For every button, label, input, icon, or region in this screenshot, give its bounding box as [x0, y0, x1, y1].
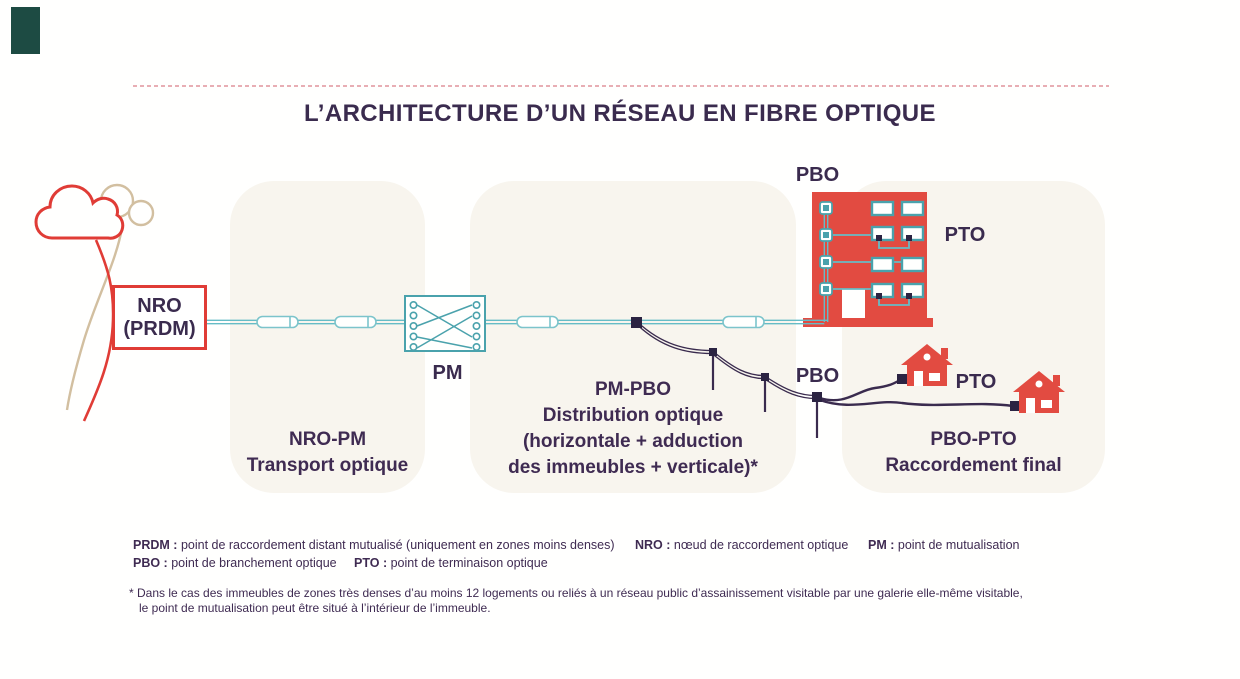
legend-prdm-def: point de raccordement distant mutualisé (uniquement en zones moins denses)	[180, 538, 615, 552]
legend-prdm	[133, 538, 615, 552]
zone-distribution-line3: des immeubles + verticale)*	[508, 457, 758, 478]
house-icon-2	[1013, 371, 1065, 413]
pm-splitter-icon	[405, 296, 485, 351]
pto-houses-label: PTO	[955, 371, 997, 393]
zone-distribution-line1: Distribution optique	[542, 405, 724, 426]
pbo-building-label: PBO	[795, 164, 840, 186]
zone-transport-code: NRO-PM	[288, 429, 367, 450]
zone-raccordement-code: PBO-PTO	[930, 429, 1017, 450]
nro-box-line2: (PRDM)	[123, 317, 196, 340]
footnote-line2: le point de mutualisation peut être situé à l’intérieur de l’immeuble.	[139, 601, 491, 615]
legend-pto-term: PTO :	[354, 556, 388, 570]
legend-pm	[868, 538, 1019, 552]
legend-pm-term: PM :	[868, 538, 895, 552]
pm-label: PM	[432, 362, 463, 384]
legend-nro-def: nœud de raccordement optique	[673, 538, 849, 552]
zone-distribution-caption	[470, 377, 796, 481]
legend-nro	[635, 538, 848, 552]
legend-pto	[354, 556, 548, 570]
zone-transport-line: Transport optique	[246, 455, 409, 476]
footnote-line1: * Dans le cas des immeubles de zones très denses d’au moins 12 logements ou reliés à un réseau public d’assainissement visitable par une galerie elle-même visitable,	[129, 586, 1023, 600]
legend-pbo-def: point de branchement optique	[171, 556, 337, 570]
pto-building-label: PTO	[944, 224, 986, 246]
zone-distribution-code: PM-PBO	[595, 379, 671, 400]
legend-pbo-term: PBO :	[133, 556, 168, 570]
nro-box-line1: NRO	[137, 294, 182, 317]
legend-prdm-term: PRDM :	[133, 538, 178, 552]
zone-transport-caption	[230, 427, 425, 479]
fiber-cable	[207, 205, 828, 324]
zone-raccordement-caption	[842, 427, 1105, 479]
zone-distribution-line2: (horizontale + adduction	[522, 431, 744, 452]
legend-pm-def: point de mutualisation	[897, 538, 1020, 552]
house-icon-1	[901, 344, 953, 386]
legend-pbo	[133, 556, 337, 570]
capsule-connectors	[257, 317, 764, 328]
nro-box	[112, 285, 207, 350]
page-title: L’ARCHITECTURE D’UN RÉSEAU EN FIBRE OPTIQUE	[304, 100, 936, 127]
legend-pto-def: point de terminaison optique	[390, 556, 548, 570]
pbo-poles-label: PBO	[795, 365, 840, 387]
zone-raccordement-line: Raccordement final	[885, 455, 1062, 476]
legend-nro-term: NRO :	[635, 538, 671, 552]
